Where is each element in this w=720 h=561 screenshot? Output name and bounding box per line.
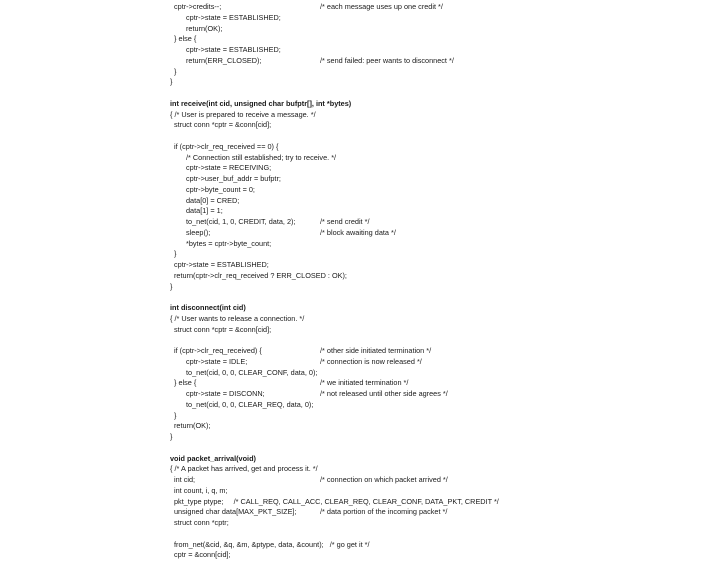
- code-line: [170, 421, 710, 432]
- code-line: [170, 163, 710, 174]
- code-text: } else {: [174, 378, 197, 388]
- code-text: cptr->state = IDLE;: [186, 356, 248, 366]
- code-line: [170, 67, 710, 78]
- code-line: [170, 303, 710, 314]
- code-text: pkt_type ptype; /* CALL_REQ, CALL_ACC, CLEAR_REQ, CLEAR_CONF, DATA_PKT, CREDIT */: [174, 496, 499, 506]
- code-text: }: [174, 249, 177, 259]
- code-line: [170, 24, 710, 35]
- code-line: [170, 282, 710, 293]
- code-text: return(OK);: [174, 421, 211, 431]
- code-text: int receive(int cid, unsigned char bufptr[], int *bytes): [170, 98, 352, 108]
- code-text: int cid;: [174, 475, 196, 484]
- code-text: if (cptr->clr_req_received == 0) {: [174, 141, 279, 151]
- code-line: [170, 550, 710, 561]
- code-text: if (cptr->clr_req_received) {: [174, 346, 262, 355]
- code-line: [170, 120, 710, 131]
- code-line: [170, 271, 710, 282]
- code-text: }: [174, 410, 177, 420]
- code-line: [170, 2, 710, 13]
- code-line: [170, 454, 710, 465]
- code-text: }: [174, 66, 177, 76]
- code-line: [170, 346, 710, 357]
- code-text: to_net(cid, 1, 0, CREDIT, data, 2);: [186, 217, 296, 226]
- code-comment: /* connection is now released */: [320, 356, 422, 366]
- code-text: cptr->state = ESTABLISHED;: [186, 45, 281, 54]
- code-line: [170, 249, 710, 260]
- code-text: struct conn *cptr = &conn[cid];: [174, 324, 272, 334]
- code-line: [170, 292, 710, 303]
- code-comment: /* send credit */: [320, 217, 370, 226]
- code-text: cptr = &conn[cid];: [174, 550, 231, 560]
- code-line: [170, 518, 710, 529]
- code-line: [170, 378, 710, 389]
- code-text: cptr->byte_count = 0;: [186, 184, 255, 194]
- code-text: { /* A packet has arrived, get and process it. */: [170, 464, 318, 474]
- code-text: unsigned char data[MAX_PKT_SIZE];: [174, 507, 297, 517]
- code-comment: /* other side initiated termination */: [320, 346, 432, 355]
- code-line: [170, 13, 710, 24]
- code-line: [170, 56, 710, 67]
- code-line: [170, 475, 710, 486]
- code-text: *bytes = cptr->byte_count;: [186, 238, 272, 248]
- code-line: [170, 540, 710, 551]
- code-line: [170, 131, 710, 142]
- code-text: /* Connection still established; try to receive. */: [186, 152, 337, 162]
- code-comment: /* data portion of the incoming packet */: [320, 507, 448, 517]
- code-line: [170, 357, 710, 368]
- code-line: [170, 45, 710, 56]
- code-text: int count, i, q, m;: [174, 485, 228, 495]
- code-text: return(OK);: [186, 23, 223, 33]
- code-line: [170, 464, 710, 475]
- code-text: cptr->state = ESTABLISHED;: [174, 260, 269, 269]
- code-text: int disconnect(int cid): [170, 303, 246, 312]
- code-line: [170, 110, 710, 121]
- code-comment: /* block awaiting data */: [320, 227, 396, 237]
- code-line: [170, 389, 710, 400]
- code-comment: /* each message uses up one credit */: [320, 2, 443, 11]
- code-comment: /* not released until other side agrees */: [320, 389, 448, 398]
- code-text: sleep();: [186, 227, 211, 237]
- code-text: }: [170, 77, 173, 87]
- code-line: [170, 368, 710, 379]
- code-text: }: [170, 281, 173, 291]
- code-text: { /* User wants to release a connection. */: [170, 313, 305, 323]
- code-text: }: [170, 432, 173, 441]
- code-text: cptr->state = RECEIVING;: [186, 163, 272, 173]
- code-line: [170, 206, 710, 217]
- code-text: struct conn *cptr = &conn[cid];: [174, 120, 272, 130]
- code-listing: [170, 2, 710, 561]
- code-line: [170, 153, 710, 164]
- code-line: [170, 486, 710, 497]
- code-text: data[0] = CRED;: [186, 195, 240, 205]
- code-text: to_net(cid, 0, 0, CLEAR_REQ, data, 0);: [186, 399, 314, 409]
- code-text: return(cptr->clr_req_received ? ERR_CLOSED : OK);: [174, 270, 347, 280]
- code-text: { /* User is prepared to receive a message. */: [170, 109, 316, 119]
- code-line: [170, 325, 710, 336]
- code-text: cptr->user_buf_addr = bufptr;: [186, 174, 281, 183]
- code-line: [170, 443, 710, 454]
- code-line: [170, 507, 710, 518]
- code-comment: /* send failed: peer wants to disconnect */: [320, 55, 454, 65]
- code-comment: /* connection on which packet arrived */: [320, 475, 448, 484]
- code-line: [170, 88, 710, 99]
- code-text: } else {: [174, 34, 197, 44]
- code-line: [170, 314, 710, 325]
- code-line: [170, 529, 710, 540]
- code-line: [170, 228, 710, 239]
- code-line: [170, 99, 710, 110]
- code-text: data[1] = 1;: [186, 206, 223, 216]
- code-text: to_net(cid, 0, 0, CLEAR_CONF, data, 0);: [186, 367, 318, 377]
- code-line: [170, 217, 710, 228]
- code-text: from_net(&cid, &q, &m, &ptype, data, &count); /* go get it */: [174, 539, 370, 549]
- code-line: [170, 335, 710, 346]
- code-line: [170, 497, 710, 508]
- code-line: [170, 34, 710, 45]
- code-line: [170, 411, 710, 422]
- code-line: [170, 142, 710, 153]
- code-line: [170, 239, 710, 250]
- code-line: [170, 432, 710, 443]
- code-comment: /* we initiated termination */: [320, 378, 409, 388]
- code-line: [170, 77, 710, 88]
- code-text: return(ERR_CLOSED);: [186, 55, 262, 65]
- code-line: [170, 185, 710, 196]
- code-text: struct conn *cptr;: [174, 518, 229, 527]
- code-line: [170, 400, 710, 411]
- code-line: [170, 260, 710, 271]
- code-text: cptr->state = ESTABLISHED;: [186, 12, 281, 22]
- code-text: cptr->credits--;: [174, 2, 222, 11]
- code-line: [170, 174, 710, 185]
- code-text: void packet_arrival(void): [170, 453, 256, 463]
- code-text: cptr->state = DISCONN;: [186, 389, 265, 398]
- code-line: [170, 196, 710, 207]
